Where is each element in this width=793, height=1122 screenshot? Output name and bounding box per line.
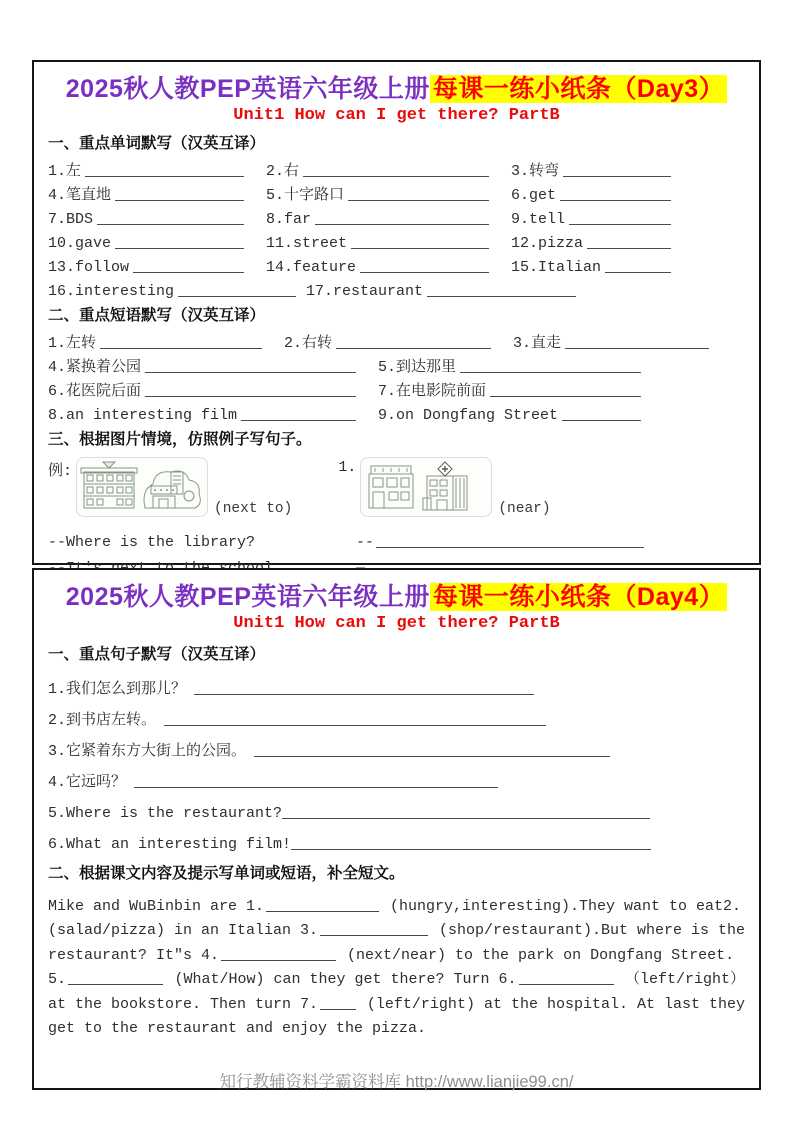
cloze-text: （left/right） [615, 971, 745, 988]
answer-blank [134, 787, 498, 788]
sentence-label: 5.Where is the restaurant? [48, 805, 283, 822]
word-label: 4.笔直地 [48, 187, 112, 204]
phrase-item [513, 328, 759, 352]
phrase-item [48, 328, 284, 352]
cloze-text: (left/right) at the hospital. At last they [357, 995, 745, 1013]
word-label: 16.interesting [48, 283, 175, 300]
cloze-text: (salad/pizza) in an Italian 3. [48, 922, 319, 939]
word-item [266, 180, 511, 204]
answer-blank [560, 200, 671, 201]
phrase-label: 9.on Dongfang Street [378, 407, 559, 424]
bookstore-hospital-illustration [360, 457, 492, 517]
answer-blank [336, 348, 491, 349]
word-label: 12.pizza [511, 235, 584, 252]
cloze-text: at the bookstore. Then turn 7. [48, 995, 319, 1013]
picture-prompts [34, 457, 759, 517]
question1-label: 1. [338, 459, 357, 476]
answer-blank [68, 984, 163, 985]
cloze-text: (next/near) to the park on Dongfang Street. [338, 946, 735, 964]
answer-blank [282, 818, 650, 819]
answer-blank [194, 694, 534, 695]
sentence-label: 6.What an interesting film! [48, 836, 292, 853]
day4-subtitle: Unit1 How can I get there? PartB [233, 614, 560, 633]
answer-blank [97, 224, 244, 225]
sentence-item [34, 791, 759, 822]
sentence-label: 1.我们怎么到那儿？ [48, 681, 187, 698]
phrase-item [48, 400, 378, 424]
answer-blank [351, 248, 489, 249]
cloze-line [48, 939, 745, 964]
word-label: 6.get [511, 187, 557, 204]
cloze-text: (hungry,interesting).They want to eat2. [380, 897, 741, 915]
phrase-label: 4.紧换着公园 [48, 359, 142, 376]
day3-subtitle: Unit1 How can I get there? PartB [233, 106, 560, 125]
phrase-label: 8.an interesting film [48, 407, 238, 424]
cloze-text: get to the restaurant and enjoy the pizza. [48, 1020, 427, 1037]
answer-blank [360, 272, 489, 273]
phrase-item [378, 352, 759, 376]
phrase-label: 6.花医院后面 [48, 383, 142, 400]
answer-blank [563, 176, 671, 177]
question1-caption: (near) [498, 501, 551, 517]
sentence-label: 4.它远吗？ [48, 774, 127, 791]
word-item [48, 180, 266, 204]
answer-blank [427, 296, 576, 297]
word-label: 13.follow [48, 259, 130, 276]
footer-watermark: 知行教辅资料学霸资料库 http://www.lianjie99.cn/ [219, 1073, 574, 1091]
day3-word-list [34, 156, 759, 276]
word-item [48, 204, 266, 228]
word-label: 3.转弯 [511, 163, 560, 180]
phrase-item [378, 376, 759, 400]
sentence-item [34, 822, 759, 853]
word-item [266, 204, 511, 228]
cloze-line [48, 988, 745, 1013]
answer-blank [562, 420, 641, 421]
answer-blank [303, 176, 489, 177]
answer-blank [254, 756, 610, 757]
word-item [306, 276, 586, 300]
example-qa-question-row [34, 525, 759, 551]
phrase-label: 3.直走 [513, 335, 562, 352]
word-item [48, 276, 306, 300]
day3-phrase-list-row2 [34, 352, 759, 424]
sentence-item [34, 698, 759, 729]
example-question: --Where is the library? [48, 534, 256, 551]
sentence-item [34, 760, 759, 791]
word-label: 17.restaurant [306, 283, 424, 300]
answer-blank [85, 176, 244, 177]
answer-blank [221, 960, 336, 961]
cloze-text: (shop/restaurant).But where is the [429, 922, 745, 939]
library-school-illustration [76, 457, 208, 517]
example-label: 例: [48, 463, 73, 480]
day4-section2-heading: 二、根据课文内容及提示写单词或短语，补全短文。 [48, 865, 405, 882]
word-label: 9.tell [511, 211, 566, 228]
cloze-text: restaurant? It"s 4. [48, 946, 220, 964]
word-label: 1.左 [48, 163, 82, 180]
cloze-line [48, 964, 745, 989]
word-item [511, 204, 759, 228]
answer-blank [145, 372, 356, 373]
word-item [266, 252, 511, 276]
day4-section1-heading: 一、重点句子默写（汉英互译） [48, 646, 266, 663]
sentence-label: 3.它紧着东方大街上的公园。 [48, 743, 247, 760]
answer-blank [376, 547, 644, 548]
answer-blank [320, 1009, 356, 1010]
answer-blank [605, 272, 671, 273]
answer-blank [291, 849, 651, 850]
answer-blank [348, 200, 489, 201]
word-label: 10.gave [48, 235, 112, 252]
cloze-text: Mike and WuBinbin are 1. [48, 897, 265, 915]
day3-title [34, 69, 759, 105]
example-picture-group [72, 457, 292, 517]
answer-blank [460, 372, 641, 373]
cloze-line [48, 890, 745, 915]
answer-blank [519, 984, 614, 985]
answer-blank [178, 296, 296, 297]
phrase-label: 5.到达那里 [378, 359, 457, 376]
cloze-text: (What/How) can they get there? Turn 6. [165, 971, 517, 988]
day4-title [34, 577, 759, 613]
word-item [511, 252, 759, 276]
day4-panel [32, 568, 761, 1090]
day3-section2-heading: 二、重点短语默写（汉英互译） [48, 307, 266, 324]
answer-blank [565, 348, 709, 349]
day4-title-highlight: 每课一练小纸条（Day4） [430, 583, 727, 611]
cloze-text: 5. [48, 971, 67, 988]
answer-blank [115, 200, 244, 201]
phrase-label: 1.左转 [48, 335, 97, 352]
day3-panel [32, 60, 761, 565]
word-item [511, 180, 759, 204]
answer-blank [145, 396, 356, 397]
word-label: 5.十字路口 [266, 187, 345, 204]
day3-section3-heading: 三、根据图片情境，仿照例子写句子。 [48, 431, 312, 448]
question1-picture-group [356, 457, 550, 517]
question1-answer-line [356, 534, 644, 551]
sentence-label: 2.到书店左转。 [48, 712, 157, 729]
phrase-item [48, 352, 378, 376]
word-item [266, 156, 511, 180]
phrase-item [48, 376, 378, 400]
word-label: 8.far [266, 211, 312, 228]
example-caption: (next to) [214, 501, 293, 517]
word-item [48, 228, 266, 252]
cloze-line [48, 1013, 745, 1038]
cloze-line [48, 915, 745, 940]
answer-blank [490, 396, 641, 397]
phrase-label: 7.在电影院前面 [378, 383, 487, 400]
phrase-item [284, 328, 513, 352]
answer-blank [133, 272, 244, 273]
word-item [266, 228, 511, 252]
answer-blank [100, 348, 262, 349]
answer-blank [266, 911, 379, 912]
word-item [48, 156, 266, 180]
answer-blank [164, 725, 546, 726]
answer-blank [320, 935, 428, 936]
word-label: 2.右 [266, 163, 300, 180]
answer-prefix: -- [356, 534, 375, 551]
word-label: 15.Italian [511, 259, 602, 276]
answer-blank [315, 224, 489, 225]
word-item [511, 228, 759, 252]
day3-word-list-lastrow [34, 276, 759, 300]
answer-blank [569, 224, 671, 225]
cloze-passage [34, 886, 759, 1037]
word-label: 14.feature [266, 259, 357, 276]
day3-title-main: 2025秋人教PEP英语六年级上册 [65, 75, 430, 103]
day4-title-main: 2025秋人教PEP英语六年级上册 [65, 583, 430, 611]
word-label: 11.street [266, 235, 348, 252]
phrase-label: 2.右转 [284, 335, 333, 352]
word-item [48, 252, 266, 276]
answer-blank [115, 248, 244, 249]
sentence-item [34, 667, 759, 698]
word-item [511, 156, 759, 180]
day3-section1-heading: 一、重点单词默写（汉英互译） [48, 135, 266, 152]
answer-blank [587, 248, 671, 249]
sentence-item [34, 729, 759, 760]
answer-blank [241, 420, 356, 421]
word-label: 7.BDS [48, 211, 94, 228]
day3-phrase-list-row1 [34, 328, 759, 352]
day3-title-highlight: 每课一练小纸条（Day3） [430, 75, 727, 103]
phrase-item [378, 400, 759, 424]
